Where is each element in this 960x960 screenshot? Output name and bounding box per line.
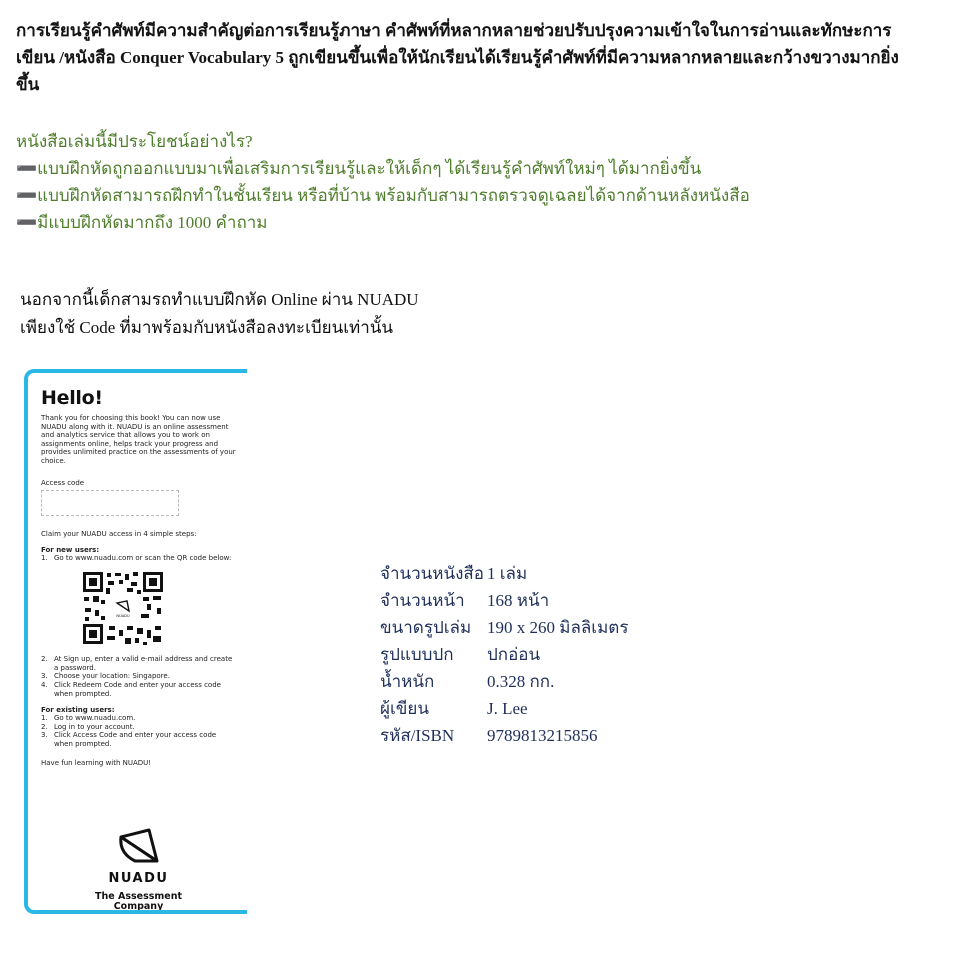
have-fun-text: Have fun learning with NUADU! — [41, 758, 152, 767]
existing-user-step: 2. Log in to your account. — [41, 722, 135, 731]
spec-label: จำนวนหนังสือ — [380, 564, 485, 583]
step-text: Click Access Code and enter your access code when prompted. — [54, 731, 217, 748]
existing-user-step: 1. Go to www.nuadu.com. — [41, 714, 136, 723]
logo-tagline-line: The Assessment — [94, 891, 183, 902]
step-text: Go to www.nuadu.com or scan the QR code below: — [54, 553, 232, 562]
intro-paragraph: การเรียนรู้คำศัพท์มีความสำคัญต่อการเรียนรู้ภาษา คำศัพท์ที่หลากหลายช่วยปรับปรุงความเข้าใจในการอ่านและทักษะการเขียน /หนังสือ Conquer Vocabulary 5 ถูกเขียนขึ้นเพื่อให้นักเรียนได้เรียนรู้คำศัพท์ที่มีความหลากหลายและกว้างขวางมากยิ่งขึ้น — [16, 21, 899, 94]
spec-value: 168 หน้า — [487, 591, 550, 610]
nuadu-logo — [41, 827, 236, 912]
step-text: Click Redeem Code and enter your access code when prompted. — [54, 680, 221, 698]
qr-code-graphic — [81, 570, 165, 646]
benefit-item: ➖แบบฝึกหัดสามารถฝึกทำในชั้นเรียน หรือที่บ้าน พร้อมกับสามารถตรวจดูเฉลยได้จากด้านหลังหนังสือ — [16, 186, 750, 205]
online-note-line: เพียงใช้ Code ที่มาพร้อมกับหนังสือลงทะเบียนเท่านั้น — [20, 318, 394, 337]
logo-tagline — [41, 892, 236, 912]
spec-label: ขนาดรูปเล่ม — [380, 618, 472, 637]
card-intro-text: Thank you for choosing this book! You can now use NUADU along with it. NUADU is an online assessment and analytics service that allows you to work on assignments online, helps track your progress and provides unlimited practice on the assessments of your choice. — [41, 414, 236, 465]
access-code-label: Access code — [41, 478, 85, 487]
qr-code-image — [81, 570, 165, 646]
new-user-step: 1. Go to www.nuadu.com or scan the QR code below: — [41, 553, 232, 562]
step-text: Log in to your account. — [54, 722, 135, 731]
spec-label: รหัส/ISBN — [380, 726, 455, 745]
step-text: At Sign up, enter a valid e-mail address and create a password. — [54, 655, 233, 672]
existing-users-heading: For existing users: — [41, 706, 115, 715]
online-note — [20, 286, 419, 342]
new-user-step: 3. Choose your location: Singapore. — [41, 672, 170, 681]
new-user-step: 4. Click Redeem Code and enter your access code when prompted. — [41, 680, 221, 698]
benefit-item: ➖มีแบบฝึกหัดมากถึง 1000 คำถาม — [16, 213, 268, 232]
benefits-section — [16, 128, 916, 236]
spec-label: ผู้เขียน — [380, 699, 429, 718]
benefits-heading: หนังสือเล่มนี้มีประโยชน์อย่างไร? — [16, 132, 253, 151]
logo-name: NUADU — [108, 871, 169, 886]
card-hello-title: Hello! — [41, 387, 103, 409]
spec-label: น้ำหนัก — [380, 672, 435, 691]
benefit-item: ➖แบบฝึกหัดถูกออกแบบมาเพื่อเสริมการเรียนรู้และให้เด็กๆ ได้เรียนรู้คำศัพท์ใหม่ๆ ได้มากยิ่งขึ้น — [16, 159, 702, 178]
spec-value: ปกอ่อน — [487, 645, 541, 664]
spec-value: 0.328 กก. — [487, 672, 555, 691]
online-note-line: นอกจากนี้เด็กสามรถทำแบบฝึกหัด Online ผ่าน NUADU — [20, 290, 419, 309]
spec-label: รูปแบบปก — [380, 645, 454, 664]
new-user-step: 2. At Sign up, enter a valid e-mail address and create a password. — [41, 655, 233, 672]
nuadu-card-image — [24, 369, 247, 914]
access-code-box — [41, 490, 179, 516]
nuadu-logo-icon — [115, 827, 163, 865]
spec-value: J. Lee — [487, 699, 528, 718]
step-text: Go to www.nuadu.com. — [54, 714, 136, 723]
new-users-heading: For new users: — [41, 545, 100, 554]
qr-logo-label: NUADU — [116, 614, 130, 619]
spec-value: 1 เล่ม — [487, 564, 528, 583]
spec-value: 190 x 260 มิลลิเมตร — [487, 618, 629, 637]
spec-label: จำนวนหน้า — [380, 591, 465, 610]
step-text: Choose your location: Singapore. — [54, 672, 170, 681]
claim-text: Claim your NUADU access in 4 simple steps: — [41, 529, 197, 538]
existing-user-step: 3. Click Access Code and enter your access code when prompted. — [41, 731, 217, 748]
spec-value: 9789813215856 — [487, 726, 598, 745]
logo-tagline-line: Company — [113, 901, 164, 912]
